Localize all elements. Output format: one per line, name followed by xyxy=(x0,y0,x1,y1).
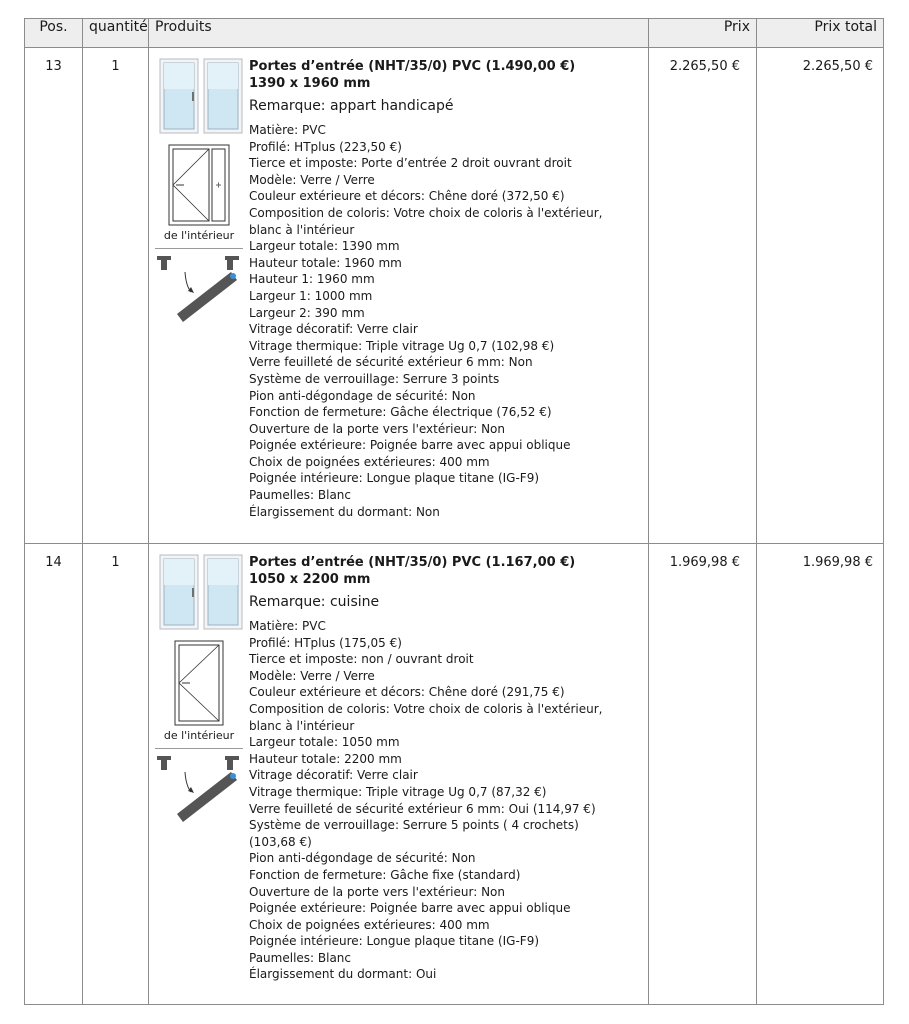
spec-item: Largeur 2: 390 mm xyxy=(249,305,365,320)
spec-item: Choix de poignées extérieures: 400 mm xyxy=(249,917,490,932)
interior-caption: de l'intérieur xyxy=(163,229,235,242)
product-title: Portes d’entrée (NHT/35/0) PVC (1.490,00 €) xyxy=(249,59,576,74)
spec-item: Vitrage thermique: Triple vitrage Ug 0,7 (87,32 €) xyxy=(249,784,547,799)
spec-item: Modèle: Verre / Verre xyxy=(249,172,375,187)
quote-table xyxy=(24,18,884,1005)
header-products: Produits xyxy=(149,19,649,48)
spec-item: Largeur totale: 1050 mm xyxy=(249,735,400,750)
product-description xyxy=(249,58,642,520)
row-quantity: 1 xyxy=(83,48,149,544)
header-quantity: quantité xyxy=(83,19,149,48)
door-exterior-image xyxy=(159,58,243,134)
spec-item: Vitrage thermique: Triple vitrage Ug 0,7 (102,98 €) xyxy=(249,338,555,353)
spec-item: Poignée extérieure: Poignée barre avec appui oblique xyxy=(249,438,571,453)
spec-item: Poignée intérieure: Longue plaque titane (IG-F9) xyxy=(249,934,540,949)
row-pos: 13 xyxy=(25,48,83,544)
door-exterior-image xyxy=(159,554,243,630)
product-images xyxy=(155,554,243,983)
spec-item: Modèle: Verre / Verre xyxy=(249,668,375,683)
spec-item: Fonction de fermeture: Gâche fixe (standard) xyxy=(249,867,521,882)
spec-item: Vitrage décoratif: Verre clair xyxy=(249,768,418,783)
product-remark: Remarque: appart handicapé xyxy=(249,98,454,114)
spec-list xyxy=(249,122,642,520)
spec-item: Système de verrouillage: Serrure 3 points xyxy=(249,371,500,386)
hinge-opening-diagram xyxy=(155,748,243,822)
spec-item: blanc à l'intérieur xyxy=(249,222,355,237)
spec-item: Ouverture de la porte vers l'extérieur: Non xyxy=(249,421,505,436)
row-total: 2.265,50 € xyxy=(757,48,884,544)
header-pos: Pos. xyxy=(25,19,83,48)
spec-item: Élargissement du dormant: Non xyxy=(249,504,440,519)
product-description xyxy=(249,554,642,983)
spec-item: Vitrage décoratif: Verre clair xyxy=(249,322,418,337)
header-total-price: Prix total xyxy=(757,19,884,48)
spec-item: Composition de coloris: Votre choix de coloris à l'extérieur, xyxy=(249,701,603,716)
spec-item: Fonction de fermeture: Gâche électrique (76,52 €) xyxy=(249,405,552,420)
spec-item: Pion anti-dégondage de sécurité: Non xyxy=(249,851,476,866)
spec-item: Système de verrouillage: Serrure 5 points ( 4 crochets) xyxy=(249,818,579,833)
spec-list xyxy=(249,618,642,983)
spec-item: Couleur extérieure et décors: Chêne doré (372,50 €) xyxy=(249,189,565,204)
table-row xyxy=(25,544,884,1005)
row-total: 1.969,98 € xyxy=(757,544,884,1005)
spec-item: Élargissement du dormant: Oui xyxy=(249,967,437,982)
product-remark: Remarque: cuisine xyxy=(249,594,380,610)
spec-item: Matière: PVC xyxy=(249,123,326,137)
hinge-opening-diagram xyxy=(155,248,243,322)
spec-item: Poignée intérieure: Longue plaque titane (IG-F9) xyxy=(249,471,540,486)
spec-item: Hauteur 1: 1960 mm xyxy=(249,272,375,287)
spec-item: Paumelles: Blanc xyxy=(249,488,352,503)
door-interior-diagram xyxy=(168,144,230,226)
spec-item: Composition de coloris: Votre choix de coloris à l'extérieur, xyxy=(249,205,603,220)
spec-item: Verre feuilleté de sécurité extérieur 6 mm: Non xyxy=(249,355,533,370)
spec-item: Paumelles: Blanc xyxy=(249,950,352,965)
spec-item: Pion anti-dégondage de sécurité: Non xyxy=(249,388,476,403)
product-dimensions: 1050 x 2200 mm xyxy=(249,572,371,587)
spec-item: blanc à l'intérieur xyxy=(249,718,355,733)
row-product xyxy=(149,544,649,1005)
spec-item: Poignée extérieure: Poignée barre avec appui oblique xyxy=(249,901,571,916)
row-pos: 14 xyxy=(25,544,83,1005)
product-images xyxy=(155,58,243,520)
spec-item: Ouverture de la porte vers l'extérieur: Non xyxy=(249,884,505,899)
row-price: 2.265,50 € xyxy=(649,48,757,544)
spec-item: Hauteur totale: 1960 mm xyxy=(249,255,402,270)
row-price: 1.969,98 € xyxy=(649,544,757,1005)
row-product xyxy=(149,48,649,544)
table-header-row xyxy=(25,19,884,48)
product-dimensions: 1390 x 1960 mm xyxy=(249,76,371,91)
spec-item: Choix de poignées extérieures: 400 mm xyxy=(249,454,490,469)
spec-item: Largeur 1: 1000 mm xyxy=(249,288,373,303)
row-quantity: 1 xyxy=(83,544,149,1005)
spec-item: Verre feuilleté de sécurité extérieur 6 mm: Oui (114,97 €) xyxy=(249,801,596,816)
spec-item: Hauteur totale: 2200 mm xyxy=(249,751,402,766)
spec-item: Profilé: HTplus (223,50 €) xyxy=(249,139,402,154)
spec-item: Tierce et imposte: non / ouvrant droit xyxy=(249,652,474,667)
spec-item: Tierce et imposte: Porte d’entrée 2 droit ouvrant droit xyxy=(249,156,572,171)
spec-item: Matière: PVC xyxy=(249,619,326,633)
spec-item: Profilé: HTplus (175,05 €) xyxy=(249,635,402,650)
header-price: Prix xyxy=(649,19,757,48)
door-interior-diagram xyxy=(174,640,224,726)
product-title: Portes d’entrée (NHT/35/0) PVC (1.167,00 €) xyxy=(249,555,576,570)
spec-item: Couleur extérieure et décors: Chêne doré (291,75 €) xyxy=(249,685,565,700)
spec-item: (103,68 €) xyxy=(249,834,312,849)
interior-caption: de l'intérieur xyxy=(163,729,235,742)
table-row xyxy=(25,48,884,544)
spec-item: Largeur totale: 1390 mm xyxy=(249,239,400,254)
